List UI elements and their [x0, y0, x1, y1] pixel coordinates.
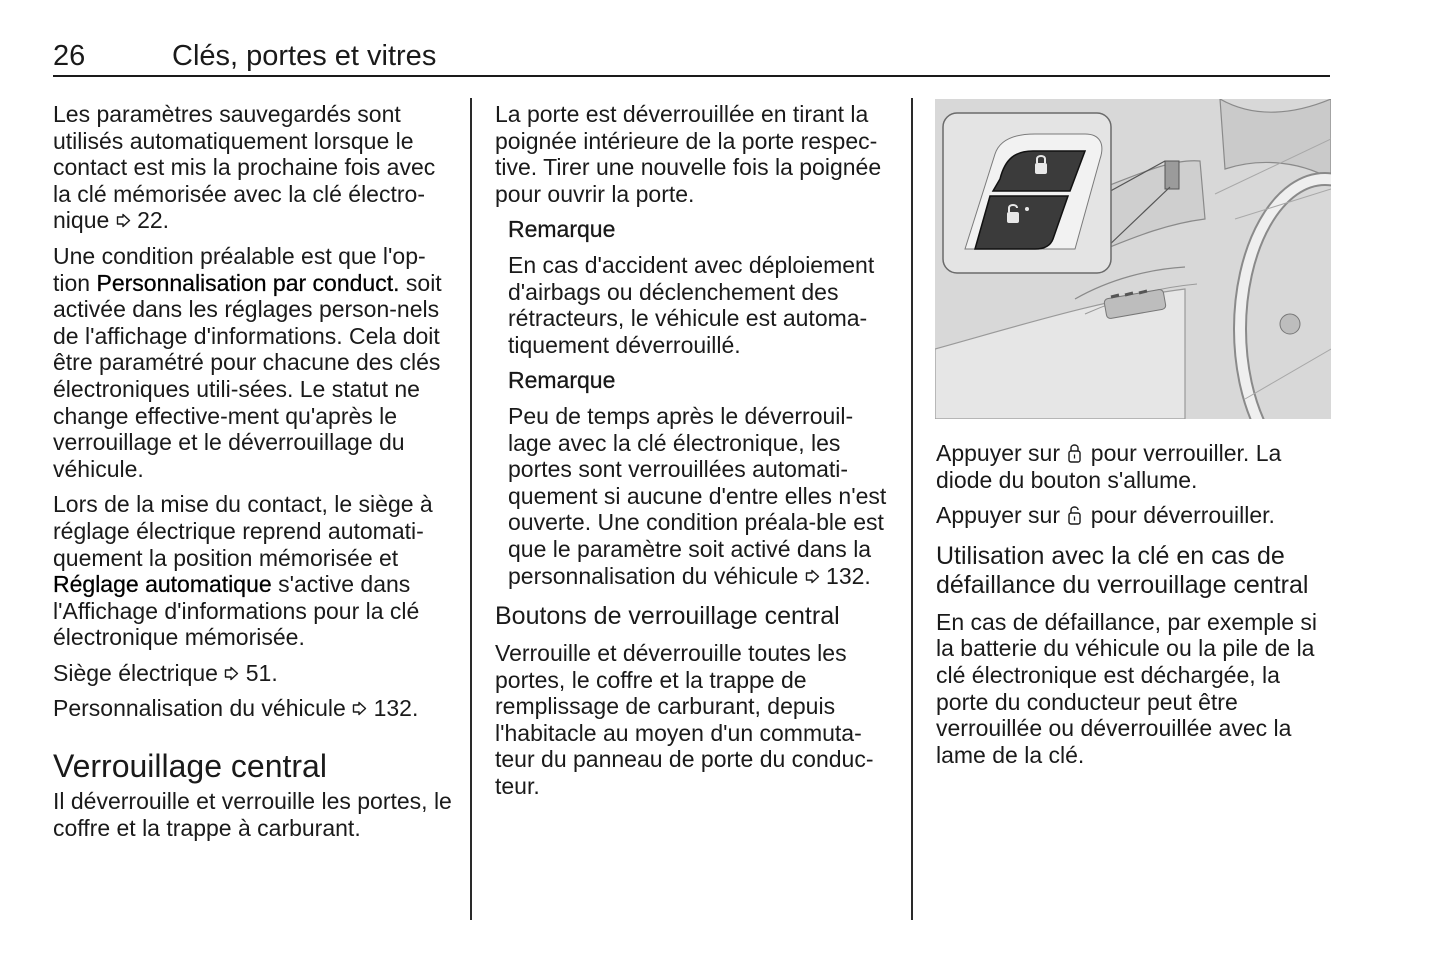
column-divider-2 — [911, 98, 913, 920]
paragraph: Appuyer sur pour déverrouiller. — [936, 502, 1275, 529]
lock-open-icon — [1068, 504, 1081, 526]
menu-term: Réglage automatique — [53, 571, 272, 598]
column-3 — [936, 440, 1336, 777]
door-panel-illustration — [935, 99, 1331, 419]
page-ref[interactable]: 22. — [137, 207, 170, 234]
page-ref-arrow-icon — [352, 701, 367, 716]
note-title: Remarque — [508, 216, 616, 243]
paragraph: Verrouille et déverrouille toutes les portes, le coffre et la trappe de remplissage de carburant, depuis l'habitacle au moyen d'un commuta-teur du panneau de porte du conduc-teur. — [495, 640, 874, 800]
paragraph: Siège électrique 51. — [53, 659, 278, 686]
paragraph: En cas de défaillance, par exemple si la batterie du véhicule ou la pile de la clé électronique est déchargée, la porte du conducteur peut être verrouillée ou déverrouillée avec la lame de la clé. — [936, 608, 1317, 768]
page-number: 26 — [53, 40, 86, 72]
note-block — [508, 216, 895, 358]
note-body: En cas d'accident avec déploiement d'airbags ou déclenchement des rétracteurs, le véhicule est automa-tiquement déverrouillé. — [508, 251, 875, 358]
page-ref-arrow-icon — [805, 569, 820, 584]
paragraph: Les paramètres sauvegardés sont utilisés automatiquement lorsque le contact est mis la prochaine fois avec la clé mémorisée avec la clé électro-nique 22. — [53, 101, 436, 234]
paragraph: Il déverrouille et verrouille les portes, le coffre et la trappe à carburant. — [53, 788, 452, 841]
page-ref-arrow-icon — [224, 666, 239, 681]
column-2 — [495, 101, 895, 809]
column-1 — [53, 101, 453, 850]
page-ref[interactable]: 132. — [373, 695, 419, 722]
page-ref[interactable]: 51. — [245, 659, 278, 686]
note-block — [508, 367, 895, 589]
menu-term: Personnalisation par conduct. — [96, 269, 400, 296]
door-panel-drawing — [935, 99, 1331, 419]
subsection-heading: Boutons de verrouillage central — [495, 602, 840, 631]
paragraph: Appuyer sur pour verrouiller. La diode du bouton s'allume. — [936, 440, 1282, 493]
section-heading: Verrouillage central — [53, 748, 327, 785]
lock-closed-icon — [1068, 442, 1081, 464]
paragraph: Lors de la mise du contact, le siège à réglage électrique reprend automati-quement la position mémorisée et Réglage automatique s'active dans l'Affichage d'informations pour la clé électronique mémorisée. — [53, 491, 433, 651]
header-rule — [53, 75, 1330, 77]
note-title: Remarque — [508, 367, 616, 394]
page-ref-arrow-icon — [116, 213, 131, 228]
column-divider-1 — [470, 98, 472, 920]
subsection-heading: Utilisation avec la clé en cas de défaillance du verrouillage central — [936, 541, 1309, 599]
paragraph: Personnalisation du véhicule 132. — [53, 695, 419, 722]
paragraph: La porte est déverrouillée en tirant la poignée intérieure de la porte respec-tive. Tirer une nouvelle fois la poignée pour ouvrir la porte. — [495, 101, 882, 207]
paragraph: Une condition préalable est que l'op-tion Personnalisation par conduct. soit activée dans les réglages person-nels de l'affichage d'informations. Cela doit être paramétré pour chacune des clés électroniques utili-sées. Le statut ne change effective-ment qu'après le verrouillage et le déverrouillage du véhicule. — [53, 242, 442, 482]
page-ref[interactable]: 132. — [826, 562, 871, 589]
note-body: Peu de temps après le déverrouil-lage avec la clé électronique, les portes sont verrouillées automati-quement si aucune d'entre elles n'est ouverte. Une condition préala-ble est que le paramètre soit activé dans la personnalisation du véhicule 132. — [508, 402, 887, 589]
chapter-title: Clés, portes et vitres — [172, 40, 437, 72]
